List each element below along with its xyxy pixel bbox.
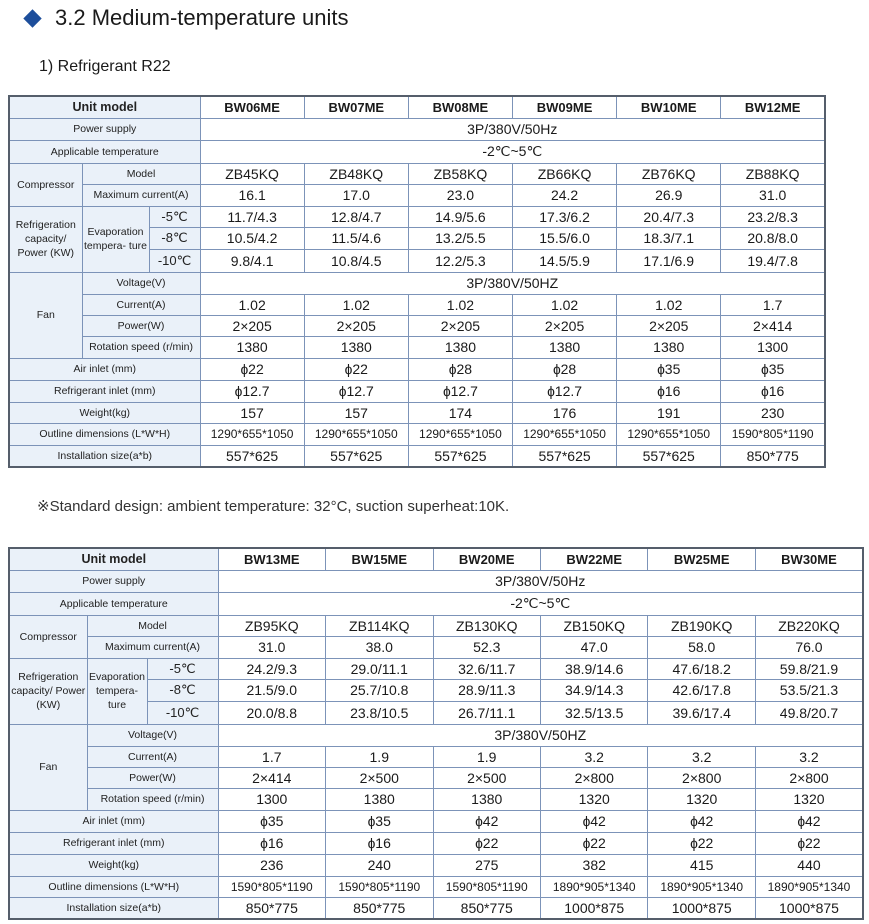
power-supply-value: 3P/380V/50Hz: [218, 570, 863, 592]
rotation-speed-label: Rotation speed (r/min): [82, 336, 200, 358]
rotation-speed-label: Rotation speed (r/min): [87, 788, 218, 810]
refrigerant-inlet-value: ɸ22: [648, 832, 755, 854]
model-label: Model: [82, 163, 200, 184]
weight-row: [9, 854, 863, 876]
capacity-value: 32.6/11.7: [433, 658, 540, 679]
capacity-value: 13.2/5.5: [408, 227, 512, 249]
air-inlet-value: ɸ28: [513, 358, 617, 380]
fan-current-value: 3.2: [755, 746, 863, 767]
model-header: BW22ME: [540, 548, 647, 570]
voltage-label: Voltage(V): [82, 272, 200, 294]
refrigerant-inlet-value: ɸ12.7: [304, 380, 408, 402]
model-header: BW30ME: [755, 548, 863, 570]
rotation-speed-value: 1380: [326, 788, 433, 810]
max-current-value: 16.1: [200, 184, 304, 206]
capacity-value: 53.5/21.3: [755, 679, 863, 701]
compressor-model-value: ZB58KQ: [408, 163, 512, 184]
capacity-value: 24.2/9.3: [218, 658, 325, 679]
compressor-model-row: [9, 163, 825, 184]
fan-power-value: 2×800: [648, 767, 755, 788]
installation-size-value: 557*625: [304, 445, 408, 467]
capacity-value: 20.8/8.0: [721, 227, 825, 249]
fan-label: Fan: [9, 724, 87, 810]
installation-size-value: 850*775: [326, 897, 433, 919]
evap-temp-label: -10℃: [149, 249, 200, 272]
weight-value: 157: [200, 402, 304, 423]
weight-value: 240: [326, 854, 433, 876]
rotation-speed-value: 1380: [617, 336, 721, 358]
model-header: BW09ME: [513, 96, 617, 118]
fan-power-value: 2×205: [513, 315, 617, 336]
max-current-value: 52.3: [433, 636, 540, 658]
fan-current-value: 1.7: [218, 746, 325, 767]
weight-label: Weight(kg): [9, 402, 200, 423]
fan-current-value: 1.02: [617, 294, 721, 315]
outline-dimensions-value: 1590*805*1190: [721, 423, 825, 445]
model-header: BW25ME: [648, 548, 755, 570]
fan-power-value: 2×500: [433, 767, 540, 788]
capacity-value: 28.9/11.3: [433, 679, 540, 701]
fan-current-value: 3.2: [540, 746, 647, 767]
refrigerant-inlet-value: ɸ12.7: [408, 380, 512, 402]
air-inlet-value: ɸ35: [617, 358, 721, 380]
capacity-value: 10.8/4.5: [304, 249, 408, 272]
air-inlet-value: ɸ22: [200, 358, 304, 380]
section-heading: [14, 2, 348, 34]
model-header: BW20ME: [433, 548, 540, 570]
capacity-value: 47.6/18.2: [648, 658, 755, 679]
applicable-temperature-label: Applicable temperature: [9, 592, 218, 615]
capacity-value: 39.6/17.4: [648, 701, 755, 724]
refrigeration-capacity-label: Refrigeration capacity/ Power (KW): [9, 206, 82, 272]
capacity-row: [9, 206, 825, 227]
fan-voltage-value: 3P/380V/50HZ: [200, 272, 825, 294]
air-inlet-row: [9, 358, 825, 380]
capacity-value: 10.5/4.2: [200, 227, 304, 249]
evap-temp-label: -5℃: [147, 658, 218, 679]
compressor-model-value: ZB88KQ: [721, 163, 825, 184]
refrigerant-inlet-value: ɸ22: [540, 832, 647, 854]
capacity-value: 49.8/20.7: [755, 701, 863, 724]
installation-size-label: Installation size(a*b): [9, 897, 218, 919]
compressor-model-value: ZB190KQ: [648, 615, 755, 636]
fan-current-row: [9, 746, 863, 767]
outline-dimensions-label: Outline dimensions (L*W*H): [9, 876, 218, 897]
refrigerant-inlet-value: ɸ12.7: [200, 380, 304, 402]
air-inlet-value: ɸ35: [721, 358, 825, 380]
outline-dimensions-value: 1290*655*1050: [200, 423, 304, 445]
installation-size-value: 1000*875: [755, 897, 863, 919]
refrigerant-subheading: 1) Refrigerant R22: [39, 58, 171, 75]
compressor-model-value: ZB76KQ: [617, 163, 721, 184]
header-row: [9, 96, 825, 118]
rotation-speed-value: 1380: [433, 788, 540, 810]
capacity-value: 11.5/4.6: [304, 227, 408, 249]
fan-power-row: [9, 315, 825, 336]
compressor-label: Compressor: [9, 163, 82, 206]
outline-dimensions-value: 1890*905*1340: [648, 876, 755, 897]
air-inlet-value: ɸ35: [218, 810, 325, 832]
refrigerant-inlet-value: ɸ16: [218, 832, 325, 854]
model-label: Model: [87, 615, 218, 636]
power-supply-value: 3P/380V/50Hz: [200, 118, 825, 140]
compressor-model-value: ZB114KQ: [326, 615, 433, 636]
refrigerant-inlet-row: [9, 832, 863, 854]
outline-dimensions-value: 1290*655*1050: [304, 423, 408, 445]
air-inlet-value: ɸ42: [755, 810, 863, 832]
air-inlet-label: Air inlet (mm): [9, 358, 200, 380]
header-row: [9, 548, 863, 570]
evap-temp-label: -8℃: [147, 679, 218, 701]
max-current-row: [9, 184, 825, 206]
capacity-value: 9.8/4.1: [200, 249, 304, 272]
weight-label: Weight(kg): [9, 854, 218, 876]
current-label: Current(A): [82, 294, 200, 315]
capacity-value: 14.9/5.6: [408, 206, 512, 227]
installation-size-value: 850*775: [218, 897, 325, 919]
fan-voltage-row: [9, 272, 825, 294]
fan-current-value: 1.02: [408, 294, 512, 315]
compressor-model-value: ZB45KQ: [200, 163, 304, 184]
weight-value: 236: [218, 854, 325, 876]
air-inlet-value: ɸ35: [326, 810, 433, 832]
evap-temp-label: -10℃: [147, 701, 218, 724]
installation-size-value: 557*625: [617, 445, 721, 467]
max-current-value: 26.9: [617, 184, 721, 206]
fan-current-value: 1.02: [513, 294, 617, 315]
power-label: Power(W): [82, 315, 200, 336]
evaporation-temperature-label: Evaporation tempera- ture: [82, 206, 149, 272]
installation-size-value: 557*625: [200, 445, 304, 467]
model-header: BW08ME: [408, 96, 512, 118]
outline-dimensions-value: 1590*805*1190: [218, 876, 325, 897]
weight-value: 157: [304, 402, 408, 423]
installation-size-value: 557*625: [513, 445, 617, 467]
standard-design-note: ※Standard design: ambient temperature: 32°C, suction superheat:10K.: [37, 498, 510, 515]
rotation-speed-value: 1380: [408, 336, 512, 358]
max-current-row: [9, 636, 863, 658]
max-current-value: 58.0: [648, 636, 755, 658]
capacity-value: 23.2/8.3: [721, 206, 825, 227]
fan-power-value: 2×205: [617, 315, 721, 336]
capacity-value: 20.4/7.3: [617, 206, 721, 227]
fan-power-value: 2×205: [200, 315, 304, 336]
outline-dimensions-row: [9, 876, 863, 897]
capacity-value: 23.8/10.5: [326, 701, 433, 724]
compressor-model-value: ZB95KQ: [218, 615, 325, 636]
model-header: BW06ME: [200, 96, 304, 118]
compressor-model-value: ZB66KQ: [513, 163, 617, 184]
installation-size-value: 850*775: [721, 445, 825, 467]
installation-size-value: 557*625: [408, 445, 512, 467]
air-inlet-value: ɸ28: [408, 358, 512, 380]
applicable-temperature-row: [9, 140, 825, 163]
fan-voltage-value: 3P/380V/50HZ: [218, 724, 863, 746]
model-header: BW13ME: [218, 548, 325, 570]
fan-power-value: 2×414: [218, 767, 325, 788]
max-current-value: 17.0: [304, 184, 408, 206]
weight-value: 415: [648, 854, 755, 876]
outline-dimensions-value: 1890*905*1340: [540, 876, 647, 897]
weight-value: 174: [408, 402, 512, 423]
evap-temp-label: -8℃: [149, 227, 200, 249]
refrigerant-inlet-value: ɸ16: [326, 832, 433, 854]
rotation-speed-value: 1320: [755, 788, 863, 810]
model-header: BW12ME: [721, 96, 825, 118]
applicable-temperature-value: -2℃~5℃: [200, 140, 825, 163]
fan-power-value: 2×414: [721, 315, 825, 336]
fan-current-value: 1.02: [304, 294, 408, 315]
air-inlet-value: ɸ42: [648, 810, 755, 832]
compressor-model-value: ZB48KQ: [304, 163, 408, 184]
max-current-label: Maximum current(A): [82, 184, 200, 206]
fan-current-value: 1.9: [433, 746, 540, 767]
air-inlet-value: ɸ22: [304, 358, 408, 380]
fan-power-value: 2×800: [755, 767, 863, 788]
power-supply-row: [9, 570, 863, 592]
current-label: Current(A): [87, 746, 218, 767]
capacity-value: 59.8/21.9: [755, 658, 863, 679]
spec-table-1: [8, 95, 826, 468]
capacity-value: 20.0/8.8: [218, 701, 325, 724]
model-header: BW10ME: [617, 96, 721, 118]
capacity-value: 18.3/7.1: [617, 227, 721, 249]
capacity-value: 17.3/6.2: [513, 206, 617, 227]
rotation-speed-row: [9, 788, 863, 810]
fan-current-value: 3.2: [648, 746, 755, 767]
capacity-value: 26.7/11.1: [433, 701, 540, 724]
air-inlet-value: ɸ42: [433, 810, 540, 832]
max-current-value: 31.0: [721, 184, 825, 206]
weight-value: 382: [540, 854, 647, 876]
compressor-model-value: ZB130KQ: [433, 615, 540, 636]
outline-dimensions-value: 1590*805*1190: [326, 876, 433, 897]
outline-dimensions-value: 1290*655*1050: [513, 423, 617, 445]
fan-voltage-row: [9, 724, 863, 746]
compressor-model-value: ZB220KQ: [755, 615, 863, 636]
compressor-label: Compressor: [9, 615, 87, 658]
power-supply-row: [9, 118, 825, 140]
model-header: BW07ME: [304, 96, 408, 118]
air-inlet-value: ɸ42: [540, 810, 647, 832]
capacity-value: 38.9/14.6: [540, 658, 647, 679]
capacity-value: 21.5/9.0: [218, 679, 325, 701]
power-label: Power(W): [87, 767, 218, 788]
refrigerant-inlet-value: ɸ16: [617, 380, 721, 402]
fan-power-row: [9, 767, 863, 788]
weight-row: [9, 402, 825, 423]
outline-dimensions-row: [9, 423, 825, 445]
applicable-temperature-value: -2℃~5℃: [218, 592, 863, 615]
max-current-value: 31.0: [218, 636, 325, 658]
fan-current-value: 1.7: [721, 294, 825, 315]
capacity-value: 12.2/5.3: [408, 249, 512, 272]
capacity-value: 17.1/6.9: [617, 249, 721, 272]
compressor-model-value: ZB150KQ: [540, 615, 647, 636]
refrigerant-inlet-value: ɸ16: [721, 380, 825, 402]
installation-size-value: 850*775: [433, 897, 540, 919]
installation-size-value: 1000*875: [540, 897, 647, 919]
power-supply-label: Power supply: [9, 118, 200, 140]
capacity-value: 42.6/17.8: [648, 679, 755, 701]
evaporation-temperature-label: Evaporation tempera- ture: [87, 658, 147, 724]
rotation-speed-value: 1380: [513, 336, 617, 358]
voltage-label: Voltage(V): [87, 724, 218, 746]
max-current-label: Maximum current(A): [87, 636, 218, 658]
refrigerant-inlet-row: [9, 380, 825, 402]
applicable-temperature-label: Applicable temperature: [9, 140, 200, 163]
max-current-value: 47.0: [540, 636, 647, 658]
installation-size-row: [9, 445, 825, 467]
compressor-model-row: [9, 615, 863, 636]
weight-value: 440: [755, 854, 863, 876]
air-inlet-label: Air inlet (mm): [9, 810, 218, 832]
installation-size-value: 1000*875: [648, 897, 755, 919]
rotation-speed-value: 1380: [200, 336, 304, 358]
rotation-speed-value: 1320: [540, 788, 647, 810]
capacity-value: 15.5/6.0: [513, 227, 617, 249]
refrigerant-inlet-value: ɸ22: [433, 832, 540, 854]
capacity-value: 14.5/5.9: [513, 249, 617, 272]
outline-dimensions-label: Outline dimensions (L*W*H): [9, 423, 200, 445]
capacity-value: 32.5/13.5: [540, 701, 647, 724]
fan-current-value: 1.02: [200, 294, 304, 315]
refrigerant-inlet-value: ɸ22: [755, 832, 863, 854]
rotation-speed-value: 1320: [648, 788, 755, 810]
diamond-bullet-icon: [23, 9, 41, 27]
section-title: 3.2 Medium-temperature units: [55, 5, 349, 30]
fan-power-value: 2×800: [540, 767, 647, 788]
refrigerant-inlet-label: Refrigerant inlet (mm): [9, 380, 200, 402]
fan-power-value: 2×500: [326, 767, 433, 788]
capacity-value: 11.7/4.3: [200, 206, 304, 227]
weight-value: 176: [513, 402, 617, 423]
weight-value: 275: [433, 854, 540, 876]
weight-value: 191: [617, 402, 721, 423]
rotation-speed-value: 1380: [304, 336, 408, 358]
outline-dimensions-value: 1290*655*1050: [408, 423, 512, 445]
max-current-value: 38.0: [326, 636, 433, 658]
refrigeration-capacity-label: Refrigeration capacity/ Power (KW): [9, 658, 87, 724]
capacity-value: 19.4/7.8: [721, 249, 825, 272]
air-inlet-row: [9, 810, 863, 832]
outline-dimensions-value: 1590*805*1190: [433, 876, 540, 897]
model-header: BW15ME: [326, 548, 433, 570]
capacity-value: 29.0/11.1: [326, 658, 433, 679]
refrigerant-inlet-value: ɸ12.7: [513, 380, 617, 402]
fan-power-value: 2×205: [304, 315, 408, 336]
evap-temp-label: -5℃: [149, 206, 200, 227]
capacity-value: 34.9/14.3: [540, 679, 647, 701]
unit-model-label: Unit model: [9, 96, 200, 118]
capacity-value: 25.7/10.8: [326, 679, 433, 701]
weight-value: 230: [721, 402, 825, 423]
applicable-temperature-row: [9, 592, 863, 615]
fan-label: Fan: [9, 272, 82, 358]
capacity-value: 12.8/4.7: [304, 206, 408, 227]
installation-size-label: Installation size(a*b): [9, 445, 200, 467]
fan-power-value: 2×205: [408, 315, 512, 336]
capacity-row: [9, 658, 863, 679]
outline-dimensions-value: 1890*905*1340: [755, 876, 863, 897]
outline-dimensions-value: 1290*655*1050: [617, 423, 721, 445]
fan-current-value: 1.9: [326, 746, 433, 767]
rotation-speed-value: 1300: [218, 788, 325, 810]
unit-model-label: Unit model: [9, 548, 218, 570]
rotation-speed-value: 1300: [721, 336, 825, 358]
max-current-value: 23.0: [408, 184, 512, 206]
spec-table-2: [8, 547, 864, 920]
rotation-speed-row: [9, 336, 825, 358]
max-current-value: 24.2: [513, 184, 617, 206]
refrigerant-inlet-label: Refrigerant inlet (mm): [9, 832, 218, 854]
installation-size-row: [9, 897, 863, 919]
fan-current-row: [9, 294, 825, 315]
power-supply-label: Power supply: [9, 570, 218, 592]
max-current-value: 76.0: [755, 636, 863, 658]
